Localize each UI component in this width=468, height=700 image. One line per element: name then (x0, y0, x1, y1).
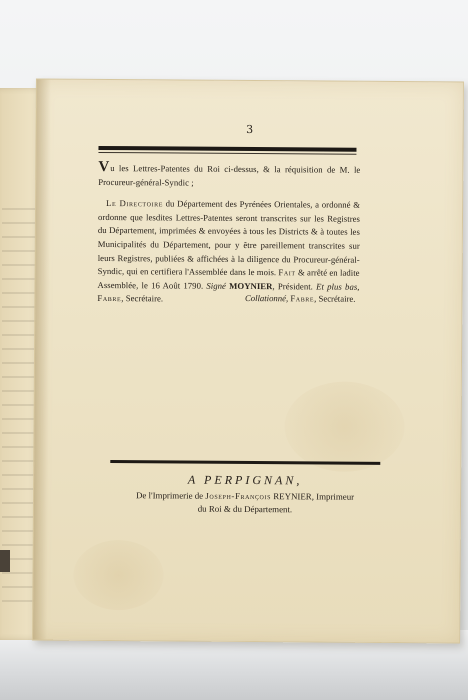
paragraph-preamble (98, 158, 361, 191)
decree-text-c: , Président. (272, 280, 317, 292)
decree-signe: Signé (206, 280, 227, 291)
paper-stain (284, 381, 405, 472)
decree-text-e: , Secrétaire. (121, 293, 164, 304)
imprint-line-1-b: REYNIER, Imprimeur (271, 491, 355, 502)
top-rule-thick (98, 146, 356, 152)
collationne-line (97, 292, 355, 304)
decree-text-d: , (357, 281, 360, 292)
left-page-mark (0, 550, 10, 572)
collationne-name: Fabre (290, 293, 315, 304)
bottom-rule (110, 460, 380, 465)
imprint-block (100, 472, 390, 516)
decree-plus-bas: Et plus bas (316, 281, 358, 292)
decree-signer-name: MOYNIER (225, 280, 273, 291)
page-number: 3 (246, 122, 254, 137)
imprint-line-1 (100, 489, 390, 504)
decree-fabre: Fabre (97, 293, 122, 304)
decree-fait: Fait (278, 267, 296, 278)
paragraph-decree (97, 197, 360, 308)
top-rule-thin (98, 152, 356, 155)
imprint-city: A PERPIGNAN, (187, 472, 303, 488)
collationne-label: Collationné (244, 292, 287, 304)
page-gutter-shadow (33, 80, 51, 640)
drop-capital: V (98, 158, 110, 176)
imprint-printer-first: Joseph-François (205, 490, 272, 502)
imprint-line-1-a: De l'Imprimerie de (135, 490, 206, 501)
body-text (97, 158, 361, 308)
collationne-sep: , (285, 293, 291, 304)
decree-text-b: & arrêté en ladite Assemblée, le 16 Août 1790. (97, 267, 360, 291)
paper-stain (73, 540, 163, 611)
preamble-text: u les Lettres-Patentes du Roi ci-dessus, & la réquisition de M. le Procureur-général-Syndic ; (98, 163, 361, 188)
decree-text-a: du Département des Pyrénées Orientales, a ordonné & ordonne que lesdites Lettres-Patentes seront transcrites sur les Registres du Département, imprimées & envoyées à tous les Districts & à toutes les Municipalités du Département, pour y être pareillement transcrites sur leurs Registres, publiées & affichées à la diligence du Procureur-général-Syndic, qui en certifiera l'Assemblée dans le mois. (97, 198, 361, 278)
document-page (32, 79, 464, 644)
collationne-role: , Secrétaire. (314, 293, 356, 304)
decree-lead: Le Directoire (106, 198, 164, 209)
imprint-line-2: du Roi & du Département. (197, 503, 293, 514)
